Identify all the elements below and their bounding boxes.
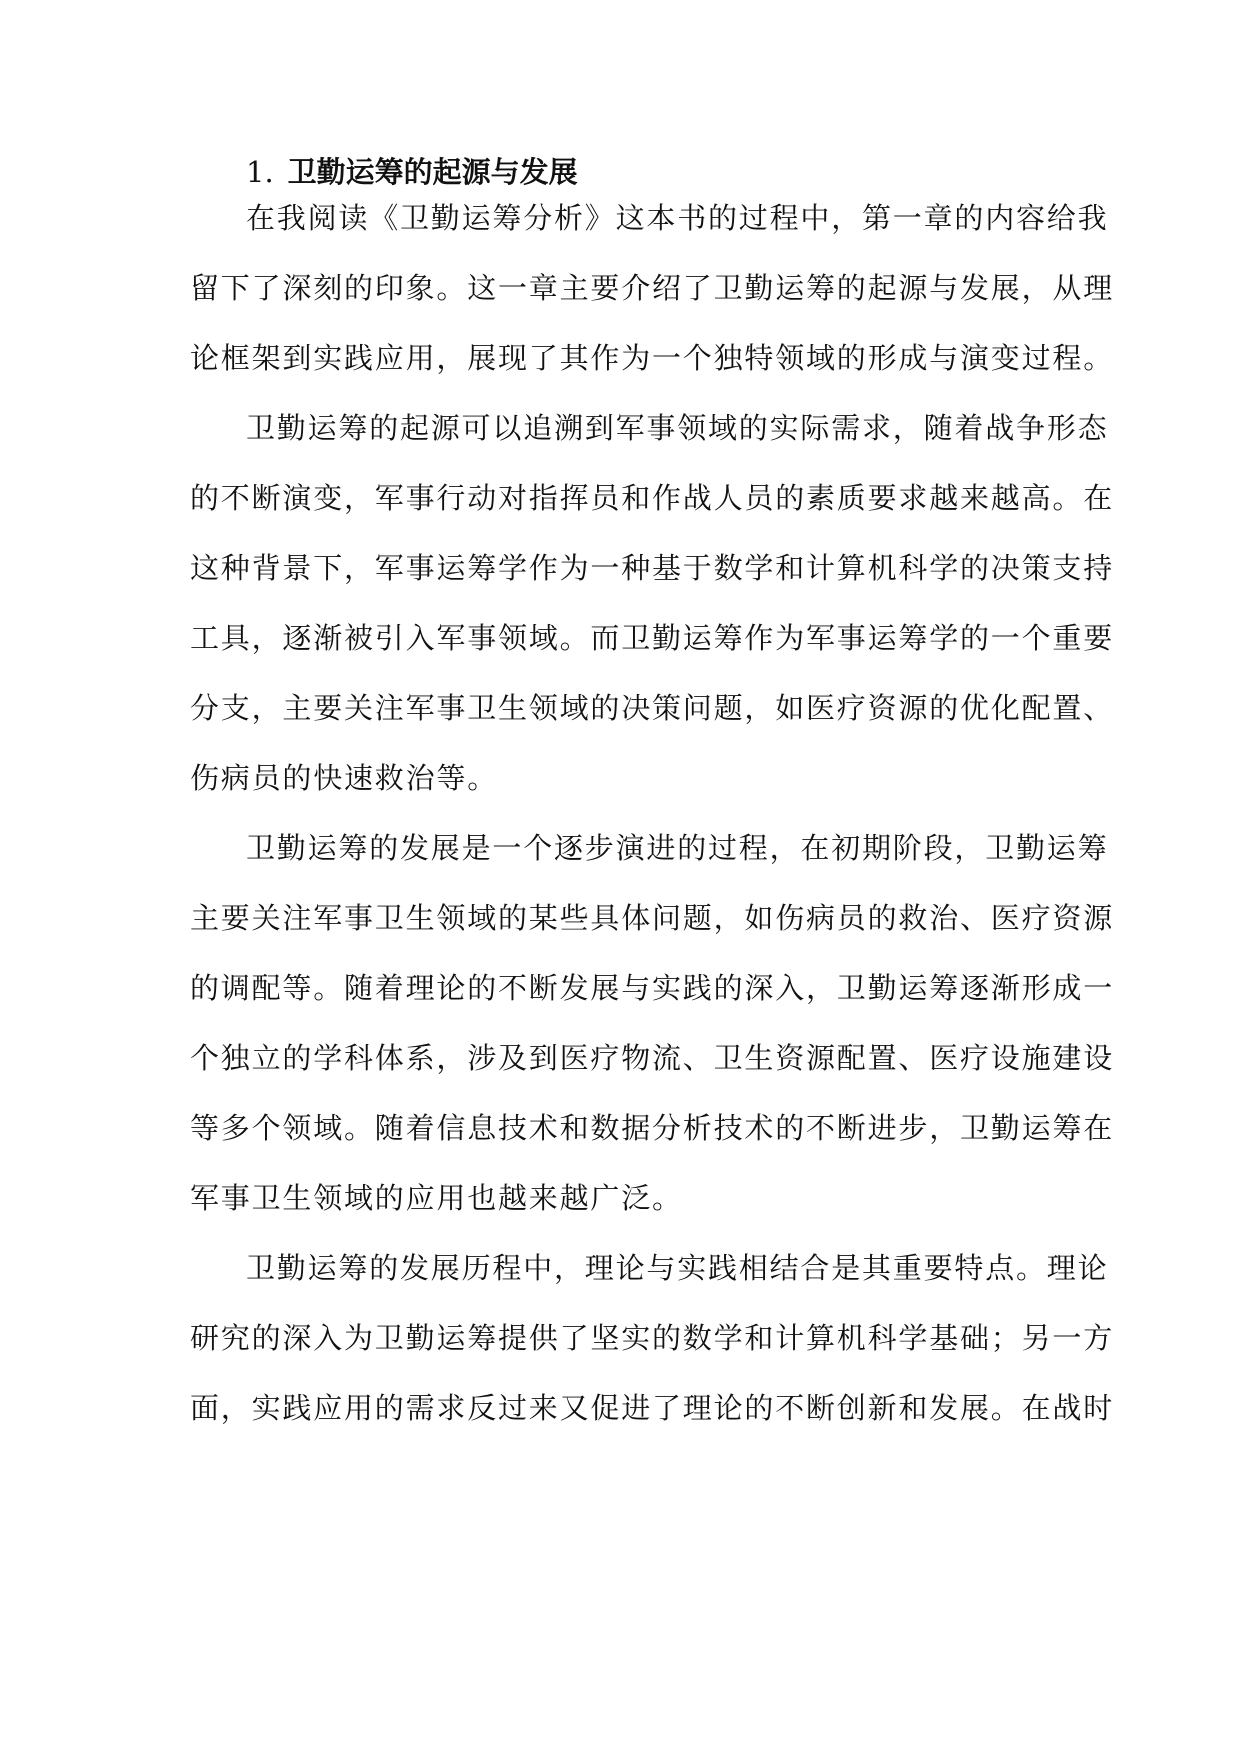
paragraph-1-line-1: 在我阅读《卫勤运筹分析》这本书的过程中，第一章的内容给我 — [246, 201, 1109, 235]
paragraph-3-line-3: 的调配等。随着理论的不断发展与实践的深入，卫勤运筹逐渐形成一 — [190, 971, 1115, 1005]
paragraph-1-line-3: 论框架到实践应用，展现了其作为一个独特领域的形成与演变过程。 — [190, 341, 1115, 375]
paragraph-2-line-4: 工具，逐渐被引入军事领域。而卫勤运筹作为军事运筹学的一个重要 — [190, 621, 1115, 655]
paragraph-4-line-2: 研究的深入为卫勤运筹提供了坚实的数学和计算机科学基础；另一方 — [190, 1321, 1115, 1355]
section-number: 1. — [246, 155, 274, 189]
paragraph-4-line-3: 面，实践应用的需求反过来又促进了理论的不断创新和发展。在战时 — [190, 1391, 1115, 1425]
paragraph-4-line-1: 卫勤运筹的发展历程中，理论与实践相结合是其重要特点。理论 — [246, 1251, 1109, 1285]
paragraph-2-line-5: 分支，主要关注军事卫生领域的决策问题，如医疗资源的优化配置、 — [190, 691, 1115, 725]
paragraph-1-line-2: 留下了深刻的印象。这一章主要介绍了卫勤运筹的起源与发展，从理 — [190, 271, 1115, 305]
section-title: 卫勤运筹的起源与发展 — [287, 155, 578, 189]
paragraph-2-line-3: 这种背景下，军事运筹学作为一种基于数学和计算机科学的决策支持 — [190, 551, 1115, 585]
paragraph-2-line-1: 卫勤运筹的起源可以追溯到军事领域的实际需求，随着战争形态 — [246, 411, 1109, 445]
section-heading — [246, 147, 578, 197]
paragraph-3-line-6: 军事卫生领域的应用也越来越广泛。 — [190, 1181, 683, 1215]
paragraph-3-line-1: 卫勤运筹的发展是一个逐步演进的过程，在初期阶段，卫勤运筹 — [246, 831, 1109, 865]
paragraph-2-line-2: 的不断演变，军事行动对指挥员和作战人员的素质要求越来越高。在 — [190, 481, 1115, 515]
paragraph-3-line-5: 等多个领域。随着信息技术和数据分析技术的不断进步，卫勤运筹在 — [190, 1111, 1115, 1145]
paragraph-3-line-4: 个独立的学科体系，涉及到医疗物流、卫生资源配置、医疗设施建设 — [190, 1041, 1115, 1075]
paragraph-3-line-2: 主要关注军事卫生领域的某些具体问题，如伤病员的救治、医疗资源 — [190, 901, 1115, 935]
paragraph-2-line-6: 伤病员的快速救治等。 — [190, 761, 499, 795]
